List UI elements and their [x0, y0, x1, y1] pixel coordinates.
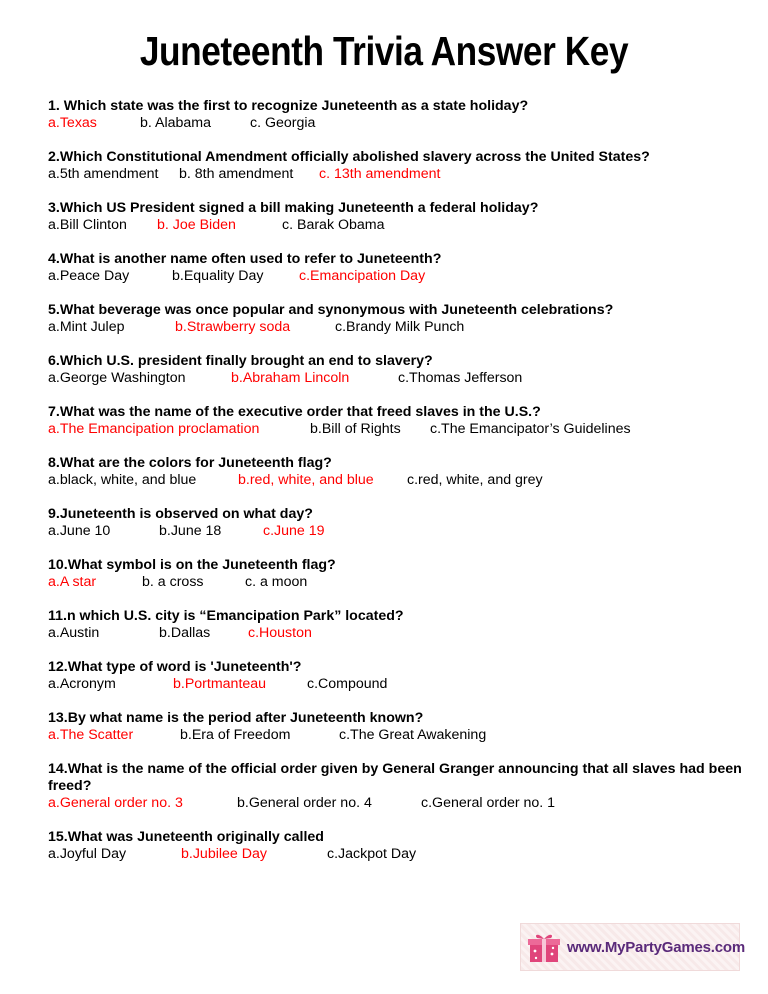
- answer-option-a: a.George Washington: [48, 370, 186, 386]
- answer-option-c: c. Georgia: [250, 115, 316, 131]
- answer-option-a: a.Acronym: [48, 676, 116, 692]
- answer-options: [48, 217, 748, 234]
- answer-option-b-correct: b.Portmanteau: [173, 676, 267, 692]
- answer-options: [48, 523, 748, 540]
- question-text: 3.Which US President signed a bill making Juneteenth a federal holiday?: [48, 200, 539, 216]
- question-text: 2.Which Constitutional Amendment officially abolished slavery across the United States?: [48, 149, 650, 165]
- question-text: 15.What was Juneteenth originally called: [48, 829, 324, 845]
- page-title: Juneteenth Trivia Answer Key: [139, 28, 629, 74]
- question-item: [48, 200, 748, 234]
- answer-option-a: a.5th amendment: [48, 166, 159, 182]
- answer-options: [48, 268, 748, 285]
- question-text: 1. Which state was the first to recognize Juneteenth as a state holiday?: [48, 98, 529, 114]
- question-text: 8.What are the colors for Juneteenth flag?: [48, 455, 332, 471]
- question-item: [48, 608, 748, 642]
- answer-option-b: b.Bill of Rights: [310, 421, 401, 437]
- question-item: [48, 302, 748, 336]
- question-item: [48, 353, 748, 387]
- answer-option-a-correct: a.The Scatter: [48, 727, 134, 743]
- question-item: [48, 251, 748, 285]
- answer-options: [48, 795, 748, 812]
- answer-option-a-correct: a.General order no. 3: [48, 795, 183, 811]
- question-item: [48, 98, 748, 132]
- question-text: 11.n which U.S. city is “Emancipation Park” located?: [48, 608, 404, 624]
- answer-option-c: c. a moon: [245, 574, 308, 590]
- answer-options: [48, 574, 748, 591]
- answer-option-b-correct: b.Strawberry soda: [175, 319, 291, 335]
- question-item: [48, 506, 748, 540]
- answer-options: [48, 472, 748, 489]
- answer-option-b-correct: b.Abraham Lincoln: [231, 370, 350, 386]
- answer-option-c: c.Jackpot Day: [327, 846, 417, 862]
- answer-option-a: a.Austin: [48, 625, 100, 641]
- answer-option-b: b.June 18: [159, 523, 222, 539]
- answer-option-b-correct: b.red, white, and blue: [238, 472, 374, 488]
- answer-option-c-correct: c.June 19: [263, 523, 325, 539]
- logo-text[interactable]: www.MyPartyGames.com: [567, 938, 746, 956]
- question-list: [48, 98, 748, 880]
- question-text: 4.What is another name often used to refer to Juneteenth?: [48, 251, 442, 267]
- question-text: 13.By what name is the period after Juneteenth known?: [48, 710, 424, 726]
- answer-option-c: c.Compound: [307, 676, 388, 692]
- question-item: [48, 829, 748, 863]
- answer-option-b: b.Equality Day: [172, 268, 264, 284]
- answer-option-b: b. 8th amendment: [179, 166, 294, 182]
- answer-option-c: c.The Emancipator’s Guidelines: [430, 421, 631, 437]
- answer-option-b: b.Dallas: [159, 625, 211, 641]
- answer-option-a: a.Joyful Day: [48, 846, 127, 862]
- question-item: [48, 149, 748, 183]
- answer-option-b: b. Alabama: [140, 115, 211, 131]
- answer-options: [48, 727, 748, 744]
- answer-option-a: a.Peace Day: [48, 268, 130, 284]
- answer-options: [48, 846, 748, 863]
- answer-options: [48, 625, 748, 642]
- question-item: [48, 761, 748, 812]
- answer-option-c-correct: c.Emancipation Day: [299, 268, 426, 284]
- answer-option-a-correct: a.A star: [48, 574, 97, 590]
- answer-option-c: c.red, white, and grey: [407, 472, 543, 488]
- answer-option-c: c.General order no. 1: [421, 795, 556, 811]
- question-text: 6.Which U.S. president finally brought an end to slavery?: [48, 353, 433, 369]
- question-text: 14.What is the name of the official order given by General Granger announcing that all slaves had been freed?: [48, 761, 742, 794]
- answer-option-c: c.Thomas Jefferson: [398, 370, 523, 386]
- answer-options: [48, 421, 748, 438]
- answer-option-a: a.Bill Clinton: [48, 217, 127, 233]
- answer-option-c-correct: c.Houston: [248, 625, 312, 641]
- answer-option-b: b.General order no. 4: [237, 795, 372, 811]
- answer-options: [48, 166, 748, 183]
- answer-options: [48, 676, 748, 693]
- answer-option-b-correct: b.Jubilee Day: [181, 846, 267, 862]
- answer-option-a-correct: a.The Emancipation proclamation: [48, 421, 260, 437]
- question-item: [48, 710, 748, 744]
- answer-option-a: a.black, white, and blue: [48, 472, 197, 488]
- answer-option-b: b. a cross: [142, 574, 204, 590]
- answer-option-a: a.June 10: [48, 523, 111, 539]
- question-text: 9.Juneteenth is observed on what day?: [48, 506, 313, 522]
- question-text: 5.What beverage was once popular and synonymous with Juneteenth celebrations?: [48, 302, 614, 318]
- question-item: [48, 659, 748, 693]
- answer-option-c: c.The Great Awakening: [339, 727, 487, 743]
- question-item: [48, 557, 748, 591]
- question-item: [48, 404, 748, 438]
- answer-options: [48, 115, 748, 132]
- answer-option-b-correct: b. Joe Biden: [157, 217, 236, 233]
- answer-option-a: a.Mint Julep: [48, 319, 125, 335]
- gift-icon: [527, 930, 561, 964]
- answer-options: [48, 319, 748, 336]
- question-item: [48, 455, 748, 489]
- question-text: 10.What symbol is on the Juneteenth flag?: [48, 557, 336, 573]
- question-text: 12.What type of word is 'Juneteenth'?: [48, 659, 302, 675]
- answer-option-a-correct: a.Texas: [48, 115, 97, 131]
- answer-option-c: c. Barak Obama: [282, 217, 385, 233]
- answer-option-c: c.Brandy Milk Punch: [335, 319, 465, 335]
- answer-option-c-correct: c. 13th amendment: [319, 166, 441, 182]
- answer-options: [48, 370, 748, 387]
- site-logo: [520, 923, 746, 971]
- question-text: 7.What was the name of the executive order that freed slaves in the U.S.?: [48, 404, 541, 420]
- answer-option-b: b.Era of Freedom: [180, 727, 291, 743]
